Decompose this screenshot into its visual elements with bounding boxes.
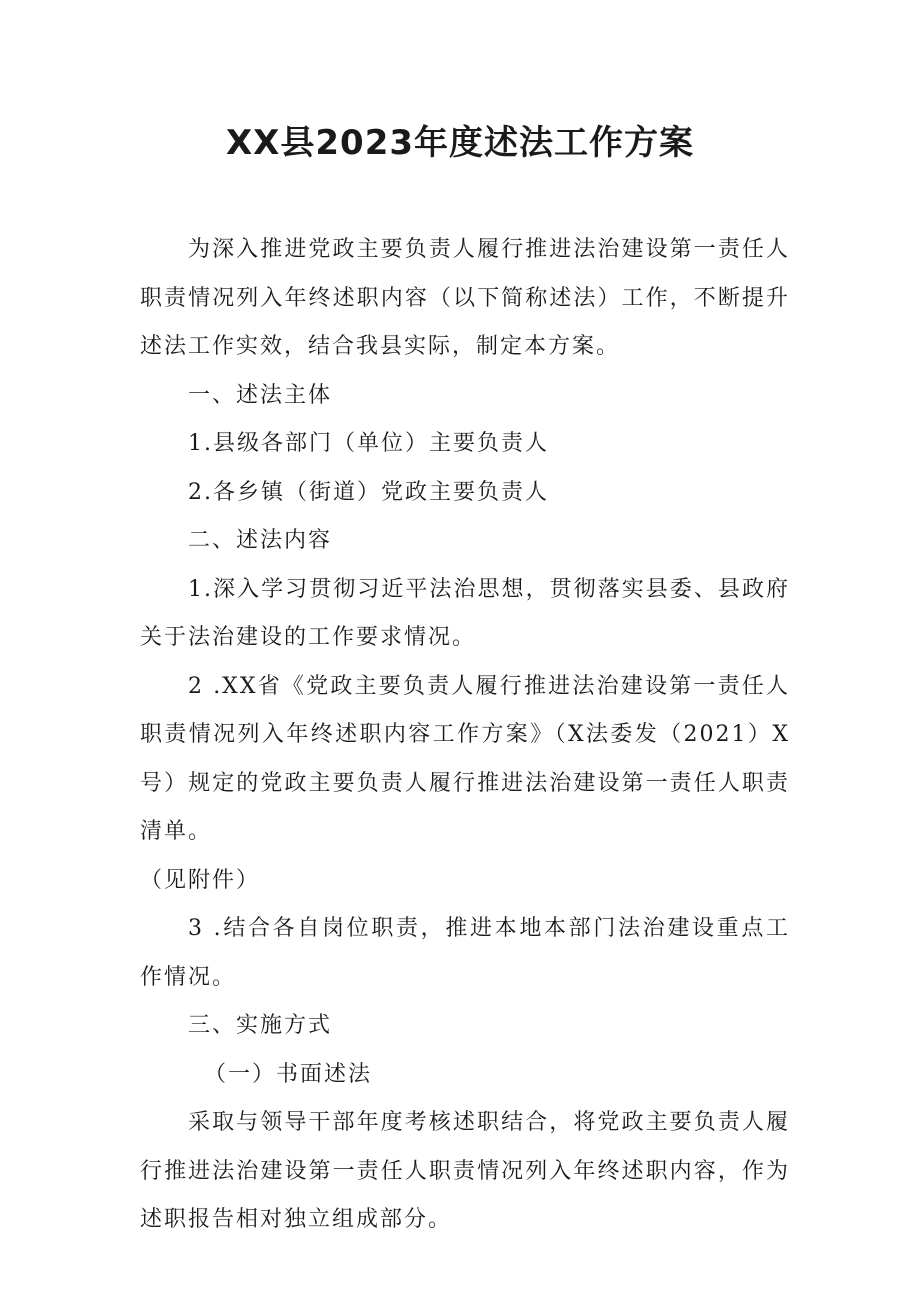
list-item: 3 .结合各自岗位职责，推进本地本部门法治建设重点工作情况。 [140,916,790,990]
list-item: 2 .XX省《党政主要负责人履行推进法治建设第一责任人职责情况列入年终述职内容工作方案》（X法委发（2021）X号）规定的党政主要负责人履行推进法治建设第一责任人职责清单。 [140,673,790,844]
body-paragraph: 采取与领导干部年度考核述职结合，将党政主要负责人履行推进法治建设第一责任人职责情况列入年终述职内容，作为述职报告相对独立组成部分。 [140,1110,790,1232]
list-item: 1.深入学习贯彻习近平法治思想，贯彻落实县委、县政府关于法治建设的工作要求情况。 [140,576,790,650]
list-item: 2.各乡镇（街道）党政主要负责人 [188,479,549,505]
intro-paragraph: 为深入推进党政主要负责人履行推进法治建设第一责任人职责情况列入年终述职内容（以下简称述法）工作，不断提升述法工作实效，结合我县实际，制定本方案。 [140,237,790,359]
section-heading-3: 三、实施方式 [188,1013,333,1038]
subsection-heading: （一）书面述法 [204,1061,373,1087]
list-item-note: （见附件） [140,867,261,893]
section-heading-2: 二、述法内容 [188,528,333,553]
list-item: 1.县级各部门（单位）主要负责人 [188,431,549,456]
section-heading-1: 一、述法主体 [188,382,333,408]
document-body [140,226,790,1245]
document-title: XX县2023年度述法工作方案 [225,123,695,163]
